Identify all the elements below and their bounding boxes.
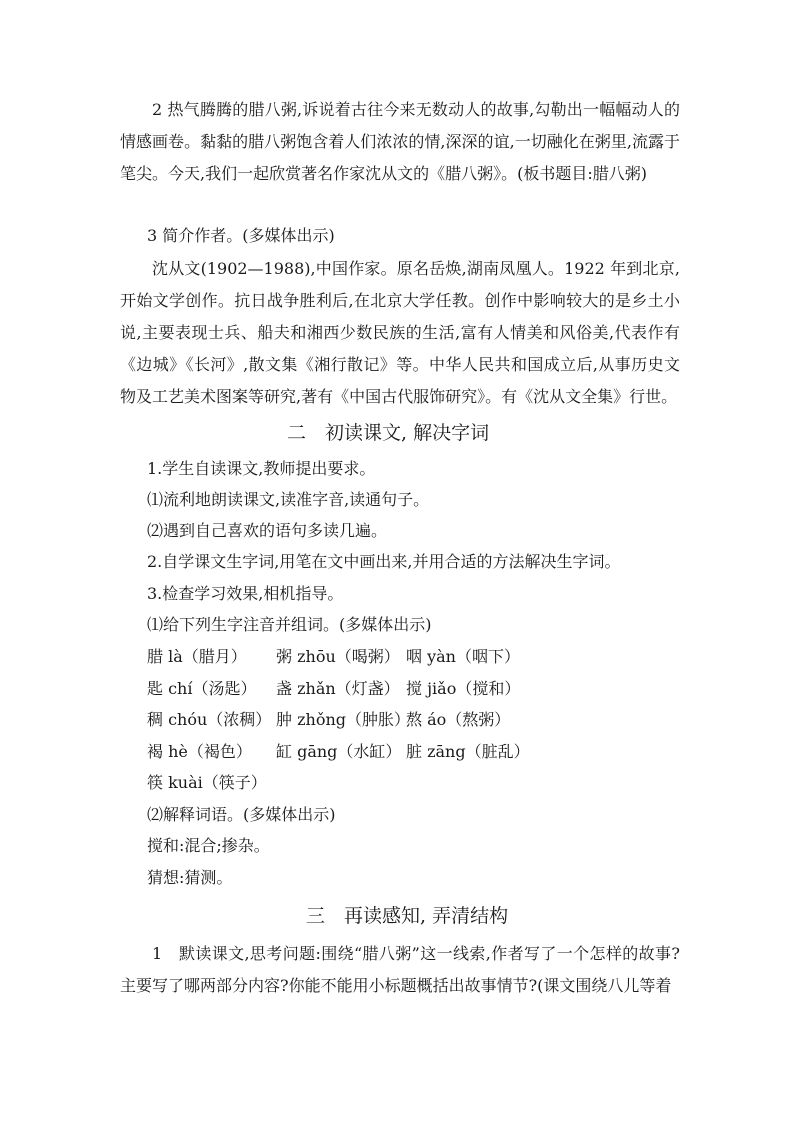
section-heading-3: 三 再读感知, 弄清结构: [306, 905, 509, 927]
vocab-entry: 稠 chóu（浓稠）: [147, 710, 272, 729]
vocab-entry: 盏 zhǎn（灯盏）: [276, 679, 400, 698]
explanation-item: 猜想:猜测。: [147, 868, 233, 887]
vocab-entry: 褐 hè（褐色）: [147, 742, 252, 761]
step-item: 3.检查学习效果,相机指导。: [147, 584, 344, 603]
step-item: 1.学生自读课文,教师提出要求。: [147, 459, 376, 478]
vocab-entry: 咽 yàn（咽下）: [406, 647, 520, 666]
step-item: ⑴给下列生字注音并组词。(多媒体出示): [147, 615, 432, 634]
author-intro-heading: 3 简介作者。(多媒体出示): [147, 226, 335, 245]
vocab-entry: 筷 kuài（筷子）: [147, 773, 267, 792]
reading-question-paragraph: 1 默读课文,思考问题:围绕“腊八粥”这一线索,作者写了一个怎样的故事?主要写了哪两部分内容?你能不能用小标题概括出故事情节?(课文围绕八儿等着: [120, 944, 680, 995]
author-bio-paragraph: 沈从文(1902—1988),中国作家。原名岳焕,湖南凤凰人。1922 年到北京,开始文学创作。抗日战争胜利后,在北京大学任教。创作中影响较大的是乡土小说,主要表现士兵、船夫和湘西少数民族的生活,富有人情美和风俗美,代表作有《边城》《长河》,散文集《湘行散记》等。中华人民共和国成立后,从事历史文物及工艺美术图案等研究,著有《中国古代服饰研究》。有《沈从文全集》行世。: [120, 259, 680, 406]
explanation-item: 搅和:混合;掺杂。: [147, 836, 270, 855]
section-heading-2: 二 初读课文, 解决字词: [287, 422, 490, 444]
vocab-entry: 搅 jiǎo（搅和）: [406, 679, 521, 698]
step-item: ⑵遇到自己喜欢的语句多读几遍。: [147, 521, 388, 540]
step-item: ⑴流利地朗读课文,读准字音,读通句子。: [147, 490, 430, 509]
intro-paragraph: 2 热气腾腾的腊八粥,诉说着古往今来无数动人的故事,勾勒出一幅幅动人的情感画卷。黏黏的腊八粥饱含着人们浓浓的情,深深的谊,一切融化在粥里,流露于笔尖。今天,我们一起欣赏著名作家沈从文的《腊八粥》。(板书题目:腊八粥): [120, 100, 680, 183]
explain-intro: ⑵解释词语。(多媒体出示): [147, 805, 336, 824]
step-item: 2.自学课文生字词,用笔在文中画出来,并用合适的方法解决生字词。: [147, 552, 621, 571]
vocab-entry: 熬 áo（熬粥）: [406, 710, 511, 729]
vocab-entry: 粥 zhōu（喝粥）: [276, 647, 400, 666]
vocab-entry: 匙 chí（汤匙）: [147, 679, 257, 698]
vocab-entry: 肿 zhǒng（肿胀）: [276, 710, 411, 729]
vocab-entry: 缸 gāng（水缸）: [276, 742, 402, 761]
vocab-entry: 脏 zāng（脏乱）: [406, 742, 530, 761]
vocab-entry: 腊 là（腊月）: [147, 647, 247, 666]
